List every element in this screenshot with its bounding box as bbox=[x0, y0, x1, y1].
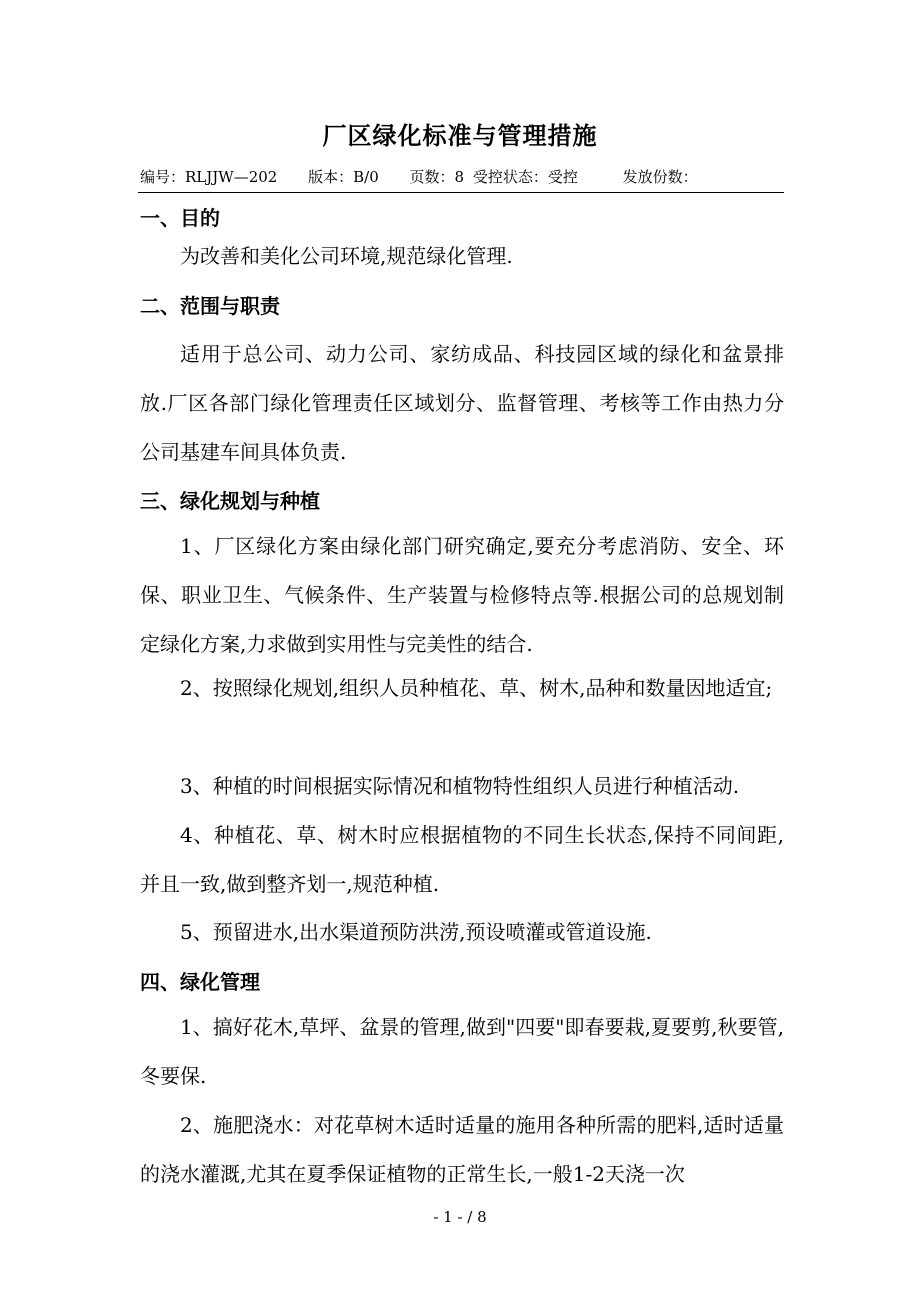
meta-version: 版本：B/0 bbox=[308, 168, 379, 186]
paragraph: 适用于总公司、动力公司、家纺成品、科技园区域的绿化和盆景排放.厂区各部门绿化管理责任区域划分、监督管理、考核等工作由热力分公司基建车间具体负责. bbox=[140, 342, 784, 464]
section-heading: 一、目的 bbox=[140, 206, 220, 230]
paragraph: 3、种植的时间根据实际情况和植物特性组织人员进行种植活动. bbox=[180, 774, 740, 798]
paragraph: 2、施肥浇水：对花草树木适时适量的施用各种所需的肥料,适时适量的浇水灌溉,尤其在夏季保证植物的正常生长,一般1-2天浇一次 bbox=[140, 1113, 784, 1186]
meta-pages: 页数：8 bbox=[409, 168, 465, 186]
meta-control-status: 受控状态：受控 bbox=[472, 168, 578, 186]
header-rule bbox=[138, 192, 784, 193]
section-heading: 三、绿化规划与种植 bbox=[140, 489, 320, 513]
section-heading: 四、绿化管理 bbox=[140, 970, 260, 994]
meta-copies: 发放份数： bbox=[622, 168, 698, 186]
document-title: 厂区绿化标准与管理措施 bbox=[322, 121, 598, 150]
paragraph: 1、厂区绿化方案由绿化部门研究确定,要充分考虑消防、安全、环保、职业卫生、气候条件、生产装置与检修特点等.根据公司的总规划制定绿化方案,力求做到实用性与完美性的结合. bbox=[140, 534, 784, 656]
section-heading: 二、范围与职责 bbox=[140, 294, 280, 318]
meta-number: 编号：RLJJW—202 bbox=[140, 168, 278, 186]
document-meta bbox=[140, 166, 724, 187]
paragraph: 1、搞好花木,草坪、盆景的管理,做到"四要"即春要栽,夏要剪,秋要管,冬要保. bbox=[140, 1015, 784, 1088]
paragraph: 5、预留进水,出水渠道预防洪涝,预设喷灌或管道设施. bbox=[180, 920, 652, 944]
paragraph: 为改善和美化公司环境,规范绿化管理. bbox=[180, 244, 513, 268]
page-number: - 1 - / 8 bbox=[433, 1208, 487, 1226]
paragraph: 4、种植花、草、树木时应根据植物的不同生长状态,保持不同间距,并且一致,做到整齐划一,规范种植. bbox=[140, 823, 784, 896]
paragraph: 2、按照绿化规划,组织人员种植花、草、树木,品种和数量因地适宜; bbox=[180, 676, 773, 700]
